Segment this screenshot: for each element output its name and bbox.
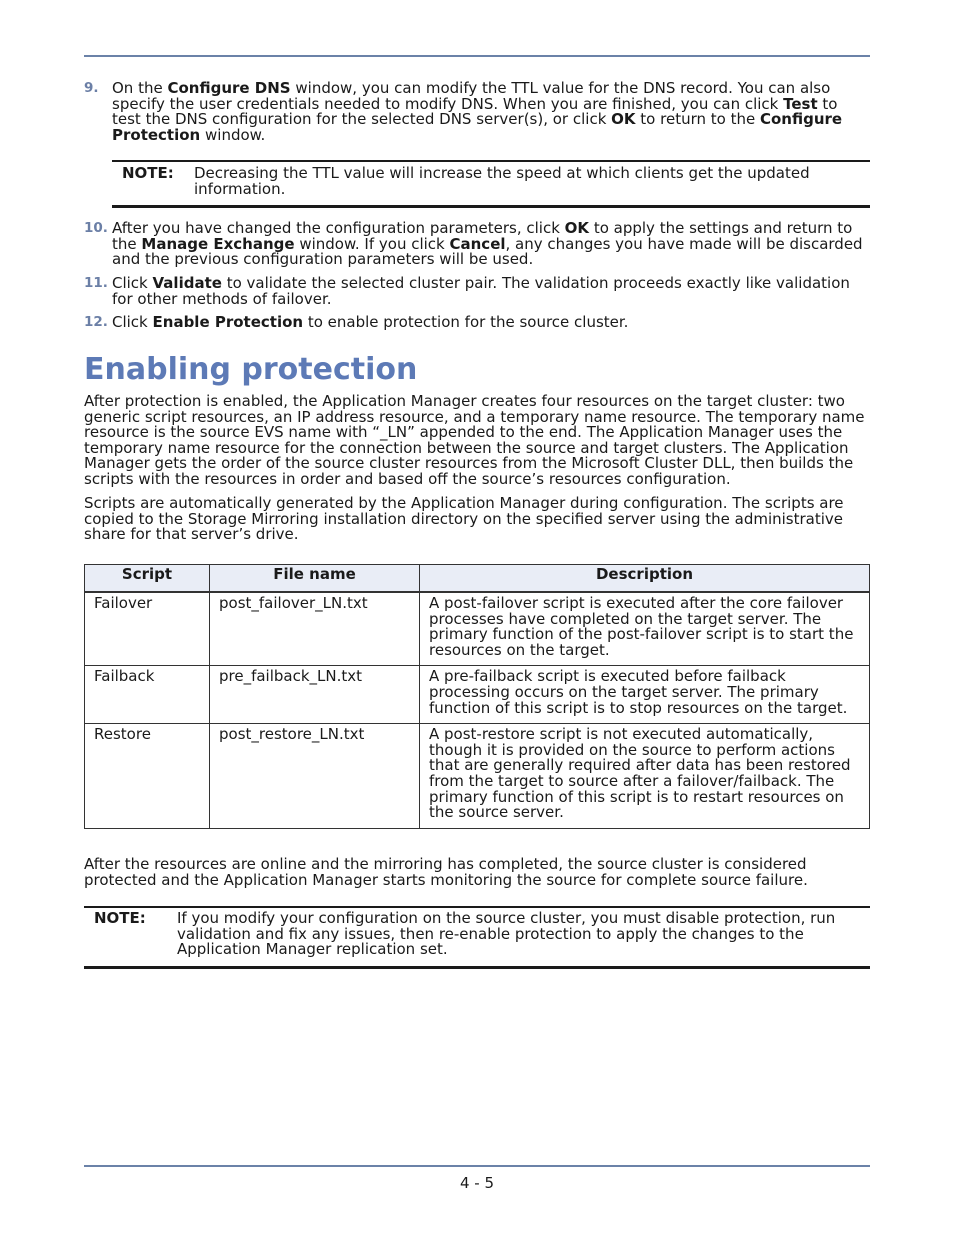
step-text: Click Validate to validate the selected cluster pair. The validation proceeds exactly like validation for other methods of failover. [112, 274, 850, 308]
step-text: Click Enable Protection to enable protection for the source cluster. [112, 313, 629, 331]
table-row [85, 592, 870, 666]
column-header: Script [85, 565, 210, 593]
step-9 [84, 81, 870, 143]
table-cell: Failback [85, 666, 210, 724]
table-header-row [85, 565, 870, 593]
table-cell: A pre-failback script is executed before failback processing occurs on the target server. The primary function of this script is to stop resources on the target. [420, 666, 870, 724]
page-number: 4 - 5 [459, 1174, 495, 1192]
footer-rule [84, 1165, 870, 1167]
step-number: 9. [84, 80, 99, 96]
column-header: Description [420, 565, 870, 593]
note-label: NOTE: [94, 909, 146, 927]
note-text: If you modify your configuration on the source cluster, you must disable protection, run validation and fix any issues, then re-enable protection to apply the changes to the Application Manager replication set. [177, 909, 836, 958]
table-cell: A post-failover script is executed after the core failover processes have completed on the target server. The primary function of the post-failover script is to start the resources on the target. [420, 592, 870, 666]
step-number: 10. [84, 220, 108, 236]
step-number: 12. [84, 314, 108, 330]
table-cell: A post-restore script is not executed automatically, though it is provided on the source to perform actions that are generally required after data has been restored from the target to source after a failover/failback. The primary function of this script is to restart resources on the source server. [420, 724, 870, 829]
step-number: 11. [84, 275, 108, 291]
paragraph: After protection is enabled, the Application Manager creates four resources on the target cluster: two generic script resources, an IP address resource, and a temporary name resource. The temporary name resource is the source EVS name with “_LN” appended to the end. The Application Manager uses the temporary name resource for the connection between the source and target clusters. The Application Manager gets the order of the source cluster resources from the Microsoft Cluster DLL, then builds the scripts with the resources in order and based off the source’s resources configuration. [84, 392, 865, 488]
table-cell: post_failover_LN.txt [210, 592, 420, 666]
step-text: On the Configure DNS window, you can modify the TTL value for the DNS record. You can also specify the user credentials needed to modify DNS. When you are finished, you can click Test to test the DNS configuration for the selected DNS server(s), or click OK to return to the Configure Protection window. [112, 79, 843, 144]
note-box [84, 906, 870, 969]
note-text: Decreasing the TTL value will increase the speed at which clients get the updated information. [194, 164, 810, 198]
section-heading: Enabling protection [84, 352, 418, 387]
table-cell: pre_failback_LN.txt [210, 666, 420, 724]
paragraph: Scripts are automatically generated by the Application Manager during configuration. The scripts are copied to the Storage Mirroring installation directory on the specified server using the administrative share for that server’s drive. [84, 494, 844, 544]
table-row [85, 724, 870, 829]
table-cell: post_restore_LN.txt [210, 724, 420, 829]
note-box [112, 160, 870, 208]
step-10 [84, 221, 870, 268]
header-rule [84, 55, 870, 57]
step-text: After you have changed the configuration parameters, click OK to apply the settings and return to the Manage Exchange window. If you click Cancel, any changes you have made will be discarded and the previous configuration parameters will be used. [112, 219, 863, 268]
table-row [85, 666, 870, 724]
step-11 [84, 276, 870, 307]
paragraph: After the resources are online and the mirroring has completed, the source cluster is considered protected and the Application Manager starts monitoring the source for complete source failure. [84, 855, 808, 889]
note-label: NOTE: [122, 164, 174, 182]
table-cell: Restore [85, 724, 210, 829]
step-12 [84, 315, 870, 331]
column-header: File name [210, 565, 420, 593]
table-cell: Failover [85, 592, 210, 666]
scripts-table [84, 564, 870, 829]
